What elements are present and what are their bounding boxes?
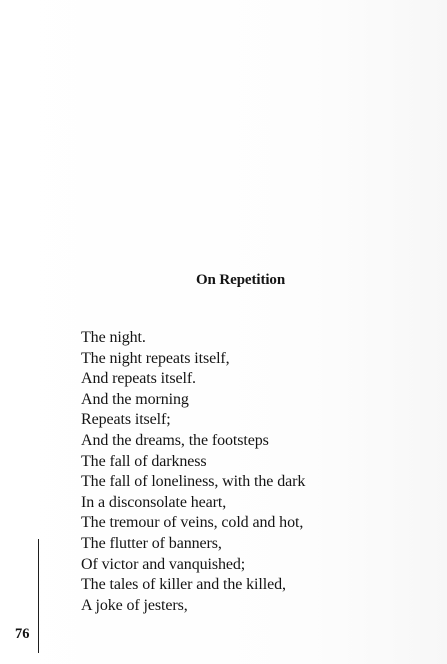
poem-line: A joke of jesters, bbox=[81, 596, 188, 614]
poem-line: Of victor and vanquished; bbox=[81, 555, 246, 573]
poem-line: The fall of darkness bbox=[81, 452, 207, 470]
poem-body bbox=[81, 328, 305, 616]
poem-line: The night. bbox=[81, 329, 146, 346]
poem-line: In a disconsolate heart, bbox=[81, 493, 227, 511]
poem-title: On Repetition bbox=[195, 272, 286, 288]
poem-line: The night repeats itself, bbox=[81, 349, 230, 367]
poem-line: The tales of killer and the killed, bbox=[81, 576, 286, 594]
margin-rule bbox=[38, 539, 39, 653]
poem-line: And repeats itself. bbox=[81, 370, 196, 388]
poem-line: And the morning bbox=[81, 390, 189, 408]
poem-line: Repeats itself; bbox=[81, 411, 171, 429]
poem-line: The fall of loneliness, with the dark bbox=[81, 473, 306, 491]
poem-line: And the dreams, the footsteps bbox=[81, 431, 269, 449]
poem-line: The flutter of banners, bbox=[81, 534, 222, 552]
page-number: 76 bbox=[15, 626, 30, 642]
poem-line: The tremour of veins, cold and hot, bbox=[81, 514, 304, 532]
